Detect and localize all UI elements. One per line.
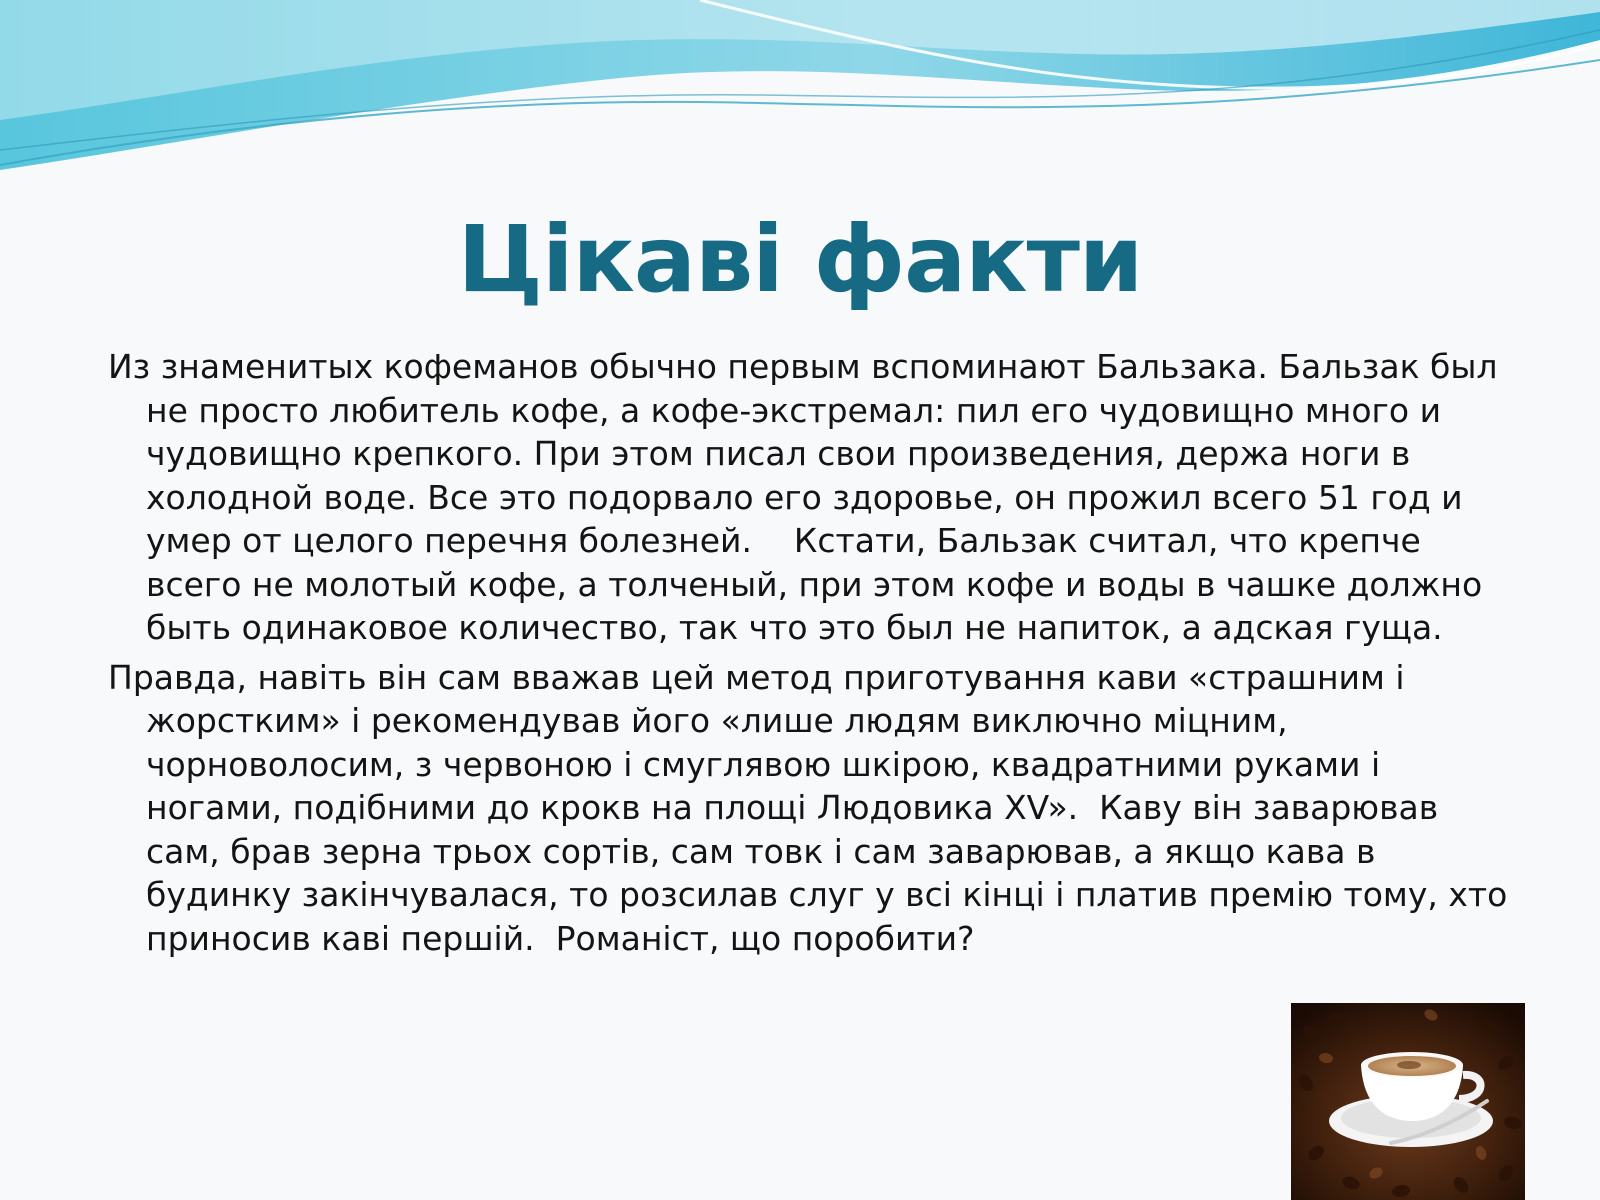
paragraph-balzac-coffee: Из знаменитых кофеманов обычно первым вспоминают Бальзака. Бальзак был не просто любитель кофе, а кофе-экстремал: пил его чудовищно много и чудовищно крепкого. При этом писал свои произведения, держа ноги в холодной воде. Все это подорвало его здоровье, он прожил всего 51 год и умер от целого перечня болезней. Кстати, Бальзак считал, что крепче всего не молотый кофе, а толченый, при этом кофе и воды в чашке должно быть одинаковое количество, так что это был не напиток, а адская гуща. (108, 347, 1508, 647)
coffee-cup-photo (1291, 1003, 1525, 1200)
slide-body (108, 345, 1518, 966)
slide-title: Цікаві факти (457, 206, 1143, 313)
header-wave-decoration (0, 0, 1600, 200)
paragraph-brewing-method: Правда, навіть він сам вважав цей метод приготування кави «страшним і жорстким» і рекомендував його «лише людям виключно міцним, чорноволосим, з червоною і смуглявою шкірою, квадратними руками і ногами, подібними до крокв на площі Людовика XV». Каву він заварював сам, брав зерна трьох сортів, сам товк і сам заварював, а якщо кава в будинку закінчувалася, то розсилав слуг у всі кінці і платив премію тому, хто приносив каві першій. Романіст, що поробити? (108, 657, 1518, 958)
